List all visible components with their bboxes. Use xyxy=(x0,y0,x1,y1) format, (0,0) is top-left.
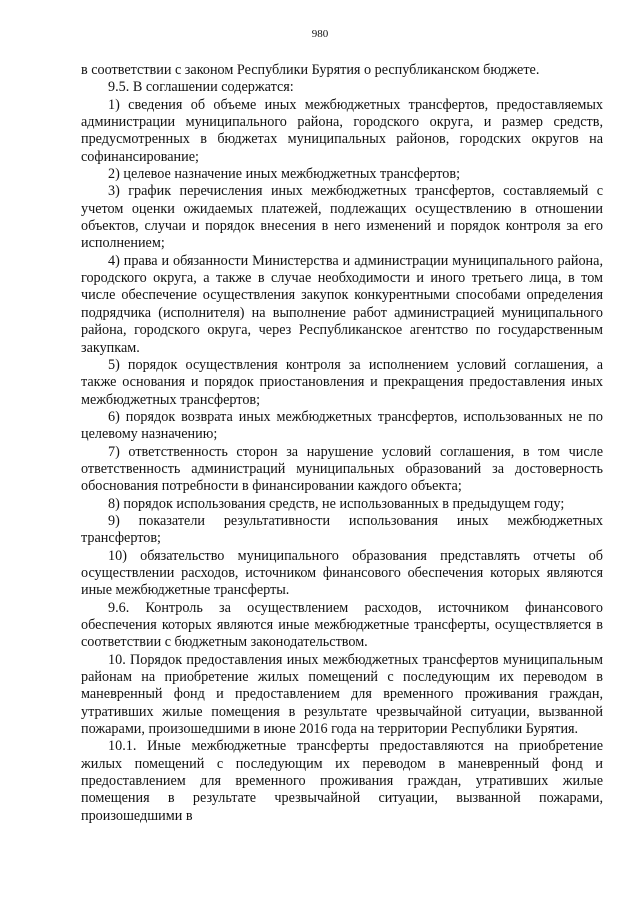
paragraph-9-6: 9.6. Контроль за осуществлением расходов, источником финансового обеспечения которых являются иные межбюджетные трансферты, осуществляется в соответствии с бюджетным законодательством. xyxy=(81,599,603,651)
paragraph-item-6: 6) порядок возврата иных межбюджетных трансфертов, использованных не по целевому назначению; xyxy=(81,408,603,443)
paragraph-continuation: в соответствии с законом Республики Бурятия о республиканском бюджете. xyxy=(81,62,540,78)
paragraph-item-7: 7) ответственность сторон за нарушение условий соглашения, в том числе ответственность администраций муниципальных образований за достоверность обоснования потребности в финансировании каждого объекта; xyxy=(81,443,603,495)
paragraph-item-9: 9) показатели результативности использования иных межбюджетных трансфертов; xyxy=(81,512,603,547)
paragraph-item-1: 1) сведения об объеме иных межбюджетных трансфертов, предоставляемых администрации муниципального района, городского округа, и размер средств, предусмотренных в бюджетах муниципальных районов, городских округов на софинансирование; xyxy=(81,96,603,165)
paragraph-item-10: 10) обязательство муниципального образования представлять отчеты об осуществлении расходов, источником финансового обеспечения которых являются иные межбюджетные трансферты. xyxy=(81,547,603,599)
paragraph-10: 10. Порядок предоставления иных межбюджетных трансфертов муниципальным районам на приобретение жилых помещений с последующим их переводом в маневренный фонд и предоставлением для временного проживания граждан, утративших жилые помещения в результате чрезвычайной ситуации, вызванной пожарами, произошедшими в июне 2016 года на территории Республики Бурятия. xyxy=(81,651,603,738)
page-number: 980 xyxy=(311,28,329,40)
paragraph-item-4: 4) права и обязанности Министерства и администрации муниципального района, городского округа, а также в случае необходимости и иного третьего лица, в том числе обеспечение осуществления закупок конкурентными способами определения подрядчика (исполнителя) на выполнение работ администрацией муниципального района, городского округа, через Республиканское агентство по государственным закупкам. xyxy=(81,252,603,356)
paragraph-item-8: 8) порядок использования средств, не использованных в предыдущем году; xyxy=(108,495,565,512)
paragraph-item-2: 2) целевое назначение иных межбюджетных трансфертов; xyxy=(108,166,461,183)
paragraph-item-3: 3) график перечисления иных межбюджетных трансфертов, составляемый с учетом оценки ожидаемых платежей, подлежащих осуществлению в отношении объектов, случаи и порядок внесения в него изменений и порядок контроля за его исполнением; xyxy=(81,183,603,252)
paragraph-10-1: 10.1. Иные межбюджетные трансферты предоставляются на приобретение жилых помещений с последующим их переводом в маневренный фонд и предоставлением для временного проживания граждан, утративших жилые помещения в результате чрезвычайной ситуации, вызванной пожарами, произошедшими в xyxy=(81,738,603,824)
paragraph-item-5: 5) порядок осуществления контроля за исполнением условий соглашения, а также основания и порядок приостановления и прекращения предоставления иных межбюджетных трансфертов; xyxy=(81,356,603,408)
paragraph-9-5: 9.5. В соглашении содержатся: xyxy=(108,79,294,96)
document-body xyxy=(81,62,603,825)
